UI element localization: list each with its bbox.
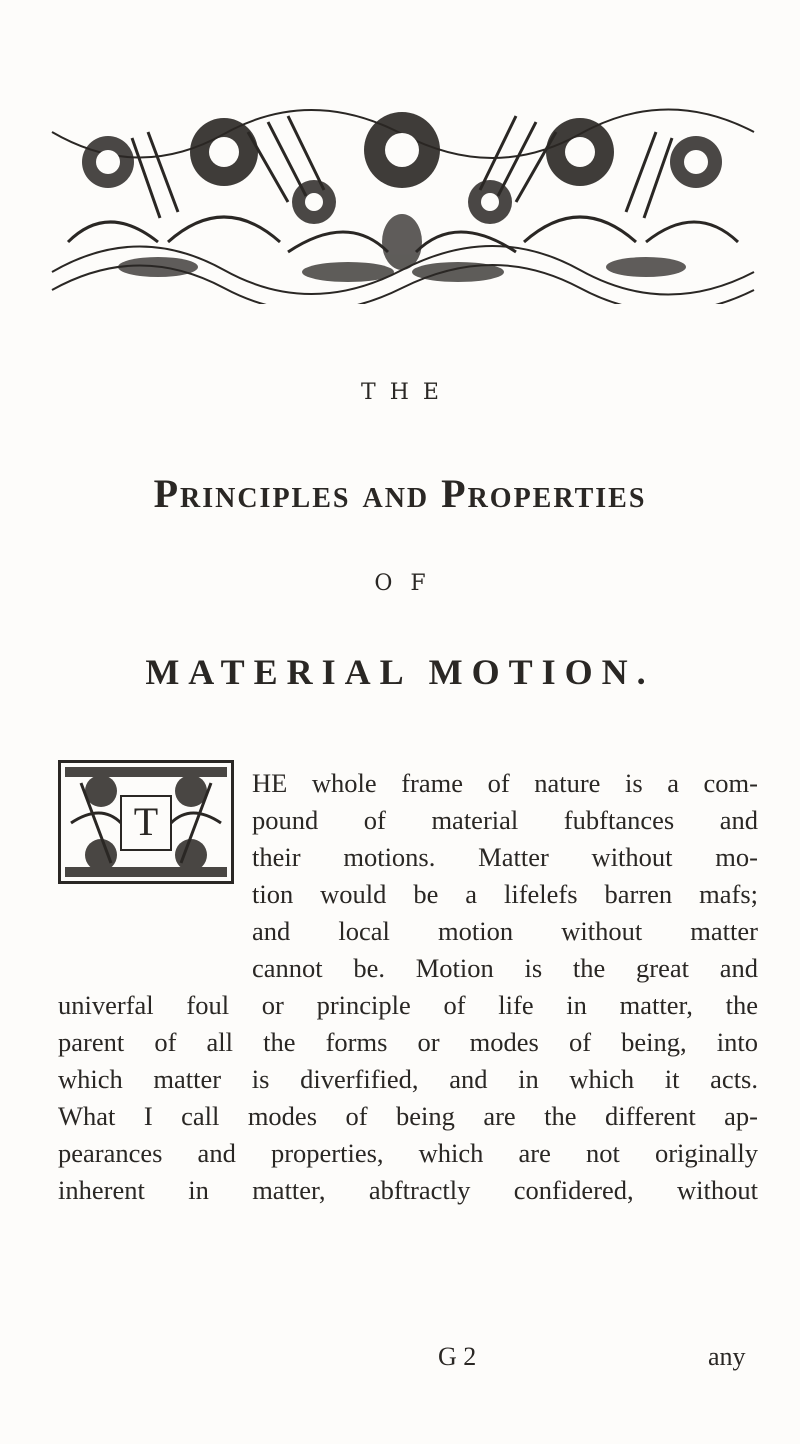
text-line: inherent in matter, abftractly confidered, without: [58, 1175, 758, 1205]
title-the: THE: [361, 380, 453, 405]
page-subtitle: MATERIAL MOTION.: [145, 652, 655, 692]
text-line: their motions. Matter without mo-: [252, 842, 758, 872]
page-title: Principles and Properties: [153, 471, 647, 516]
floral-headpiece-icon: [48, 92, 756, 304]
text-line: cannot be. Motion is the great and: [252, 953, 758, 983]
text-line: pearances and properties, which are not originally: [58, 1138, 758, 1168]
decorated-initial: [58, 760, 234, 884]
signature-mark: G 2: [438, 1342, 477, 1371]
text-line: and local motion without matter: [252, 916, 758, 946]
text-line: parent of all the forms or modes of being, into: [58, 1027, 758, 1057]
text-line: HE whole frame of nature is a com-: [252, 768, 758, 798]
text-line: tion would be a lifelefs barren mafs;: [252, 879, 758, 909]
text-line: pound of material fubftances and: [252, 805, 758, 835]
text-line: What I call modes of being are the different ap-: [58, 1101, 758, 1131]
drop-cap-letter: T: [120, 795, 172, 851]
text-line: which matter is diverfified, and in which it acts.: [58, 1064, 758, 1094]
text-line: univerfal foul or principle of life in matter, the: [58, 990, 758, 1020]
catchword: any: [708, 1342, 746, 1371]
title-of: OF: [374, 571, 444, 596]
